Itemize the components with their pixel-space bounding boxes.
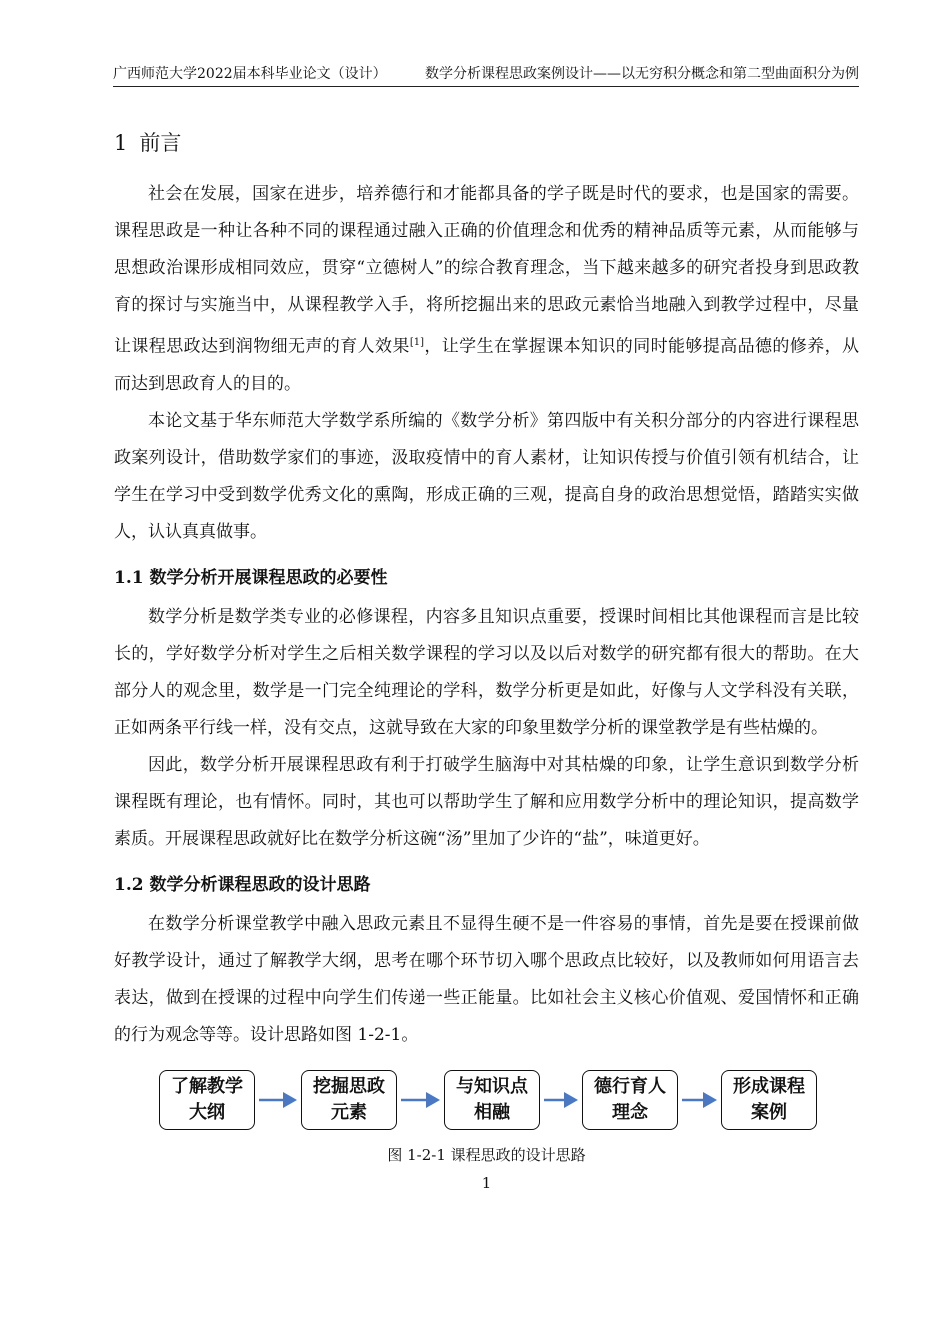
paragraph: 在数学分析课堂教学中融入思政元素且不显得生硬不是一件容易的事情，首先是要在授课前做好教学设计，通过了解教学大纲，思考在哪个环节切入哪个思政点比较好，以及教师如何用语言去表达，做到在授课的过程中向学生们传递一些正能量。比如社会主义核心价值观、爱国情怀和正确的行为观念等等。设计思路如图 1-2-1。: [114, 913, 859, 1045]
paragraph: [114, 176, 859, 403]
flow-diagram: [114, 1070, 859, 1136]
subsection-heading-1-2: 1.2 数学分析课程思政的设计思路: [114, 874, 371, 895]
flow-step-5: 形成课程案例: [721, 1070, 817, 1130]
running-header: [113, 62, 859, 87]
section-number: 1: [114, 131, 128, 155]
flow-arrow-icon: [401, 1088, 440, 1112]
section-heading-1: [114, 128, 859, 158]
section-title: 前言: [139, 131, 182, 155]
flow-step-3: 与知识点相融: [444, 1070, 540, 1130]
header-left: 广西师范大学2022届本科毕业论文（设计）: [113, 66, 387, 82]
header-right: 数学分析课程思政案例设计——以无穷积分概念和第二型曲面积分为例: [425, 66, 859, 82]
flow-step-4: 德行育人理念: [582, 1070, 678, 1130]
flow-arrow-icon: [544, 1088, 578, 1112]
flow-step-2: 挖掘思政元素: [301, 1070, 397, 1130]
flow-arrow-icon: [259, 1088, 297, 1112]
page-number: 1: [481, 1173, 492, 1192]
paragraph: 因此，数学分析开展课程思政有利于打破学生脑海中对其枯燥的印象，让学生意识到数学分析课程既有理论，也有情怀。同时，其也可以帮助学生了解和应用数学分析中的理论知识，提高数学素质。开展课程思政就好比在数学分析这碗“汤”里加了少许的“盐”，味道更好。: [114, 754, 859, 849]
subsection-heading-1-1: 1.1 数学分析开展课程思政的必要性: [114, 567, 388, 588]
paragraph: 数学分析是数学类专业的必修课程，内容多且知识点重要，授课时间相比其他课程而言是比较长的，学好数学分析对学生之后相关数学课程的学习以及以后对数学的研究都有很大的帮助。在大部分人的观念里，数学是一门完全纯理论的学科，数学分析更是如此，好像与人文学科没有关联，正如两条平行线一样，没有交点，这就导致在大家的印象里数学分析的课堂教学是有些枯燥的。: [114, 606, 859, 738]
page-content: [114, 118, 859, 1194]
flow-arrow-icon: [682, 1088, 717, 1112]
flow-step-1: 了解教学大纲: [159, 1070, 255, 1130]
paragraph-text: 社会在发展，国家在进步，培养德行和才能都具备的学子既是时代的要求，也是国家的需要。课程思政是一种让各种不同的课程通过融入正确的价值理念和优秀的精神品质等元素，从而能够与思想政治课形成相同效应，贯穿“立德树人”的综合教育理念，当下越来越多的研究者投身到思政教育的探讨与实施当中，从课程教学入手，将所挖掘出来的思政元素恰当地融入到教学过程中，尽量让课程思政达到润物细无声的育人效果: [114, 184, 859, 357]
citation: [1]: [409, 337, 424, 348]
figure-caption: 图 1-2-1 课程思政的设计思路: [387, 1145, 586, 1164]
paragraph: 本论文基于华东师范大学数学系所编的《数学分析》第四版中有关积分部分的内容进行课程思政案列设计，借助数学家们的事迹，汲取疫情中的育人素材，让知识传授与价值引领有机结合，让学生在学习中受到数学优秀文化的熏陶，形成正确的三观，提高自身的政治思想觉悟，踏踏实实做人，认认真真做事。: [114, 410, 859, 542]
paragraph-text: ，让学生在掌握课本知识的同时能够提高品德的修养，从而达到思政育人的目的。: [114, 336, 860, 394]
